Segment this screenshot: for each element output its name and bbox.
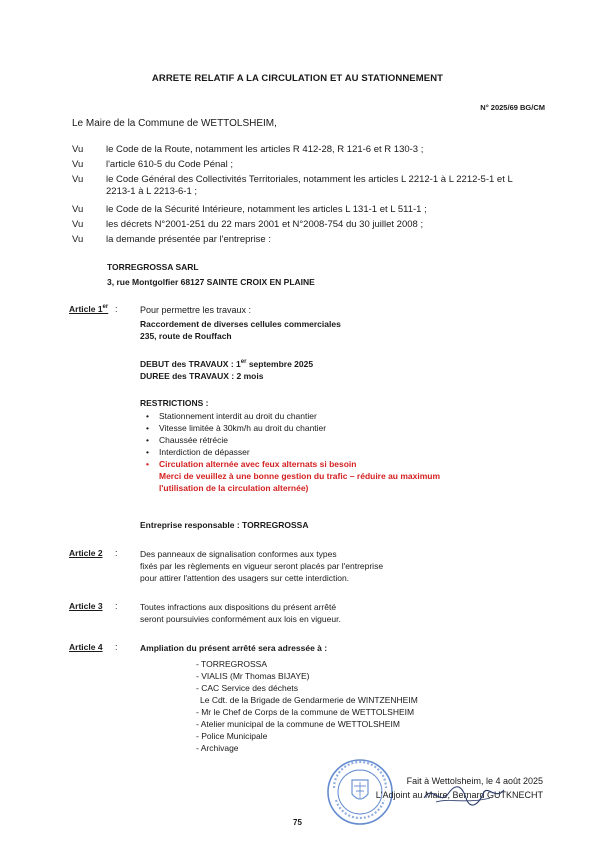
work-description: Raccordement de diverses cellules commerciales [140,319,341,329]
article-2-body [140,548,383,584]
restriction-alert [140,458,520,494]
restrictions-list [140,410,520,494]
article-2-line: Des panneaux de signalisation conformes aux types [140,549,337,559]
alert-line: Merci de veuillez à une bonne gestion du trafic – réduire au maximum [159,471,441,481]
duration: DUREE des TRAVAUX : 2 mois [140,370,264,381]
article-1-colon: : [115,304,118,314]
company-name: TORREGROSSA SARL [107,262,199,272]
vu-label: Vu [72,234,84,245]
restriction-item: • Interdiction de dépasser [140,446,520,458]
recipient-item: - VIALIS (Mr Thomas BIJAYE) [196,671,310,681]
vu-text: le Code de la Route, notamment les articles R 412-28, R 121-6 et R 130-3 ; [106,144,424,155]
article-3-line: Toutes infractions aux dispositions du présent arrêté [140,602,337,612]
vu-label: Vu [72,144,84,155]
recipient-item: - Atelier municipal de la commune de WETTOLSHEIM [196,719,400,729]
article-2-line: pour attirer l'attention des usagers sur cette interdiction. [140,573,350,583]
document-title: ARRETE RELATIF A LA CIRCULATION ET AU STATIONNEMENT [151,73,444,84]
restriction-item: • Vitesse limitée à 30km/h au droit du chantier [140,422,520,434]
article-1-schedule [140,356,313,382]
reference-number: N° 2025/69 BG/CM [480,103,545,112]
article-1-intro: Pour permettre les travaux : [140,305,252,315]
recipient-item: - Archivage [196,743,239,753]
recipient-item: - Mr le Chef de Corps de la commune de WETTOLSHEIM [196,707,415,717]
restriction-item: • Chaussée rétrécie [140,434,520,446]
article-4-heading: Ampliation du présent arrêté sera adressée à : [140,643,328,653]
signatory: L'Adjoint au Maire, Bernard GUTKNECHT [375,790,543,800]
article-4-label: Article 4 [69,642,103,652]
article-4-colon: : [115,642,118,652]
recipient-item: - TORREGROSSA [196,659,268,669]
article-3-label: Article 3 [69,601,103,611]
vu-text: le Code Général des Collectivités Territoriales, notamment les articles L 2212-1 à L 2212-5-1 et L 2213-1 à L 2213-6-1 ; [106,174,513,197]
recipient-item: Le Cdt. de la Brigade de Gendarmerie de WINTZENHEIM [200,695,418,705]
work-address: 235, route de Rouffach [140,331,232,341]
article-2-colon: : [115,548,118,558]
article-2-label: Article 2 [69,548,103,558]
company-block [107,260,315,290]
recipient-item: - CAC Service des déchets [196,683,299,693]
vu-label: Vu [72,159,84,170]
article-2-line: fixés par les règlements en vigueur seront placés par l'entreprise [140,561,384,571]
mayor-line: Le Maire de la Commune de WETTOLSHEIM, [72,118,277,129]
vu-text: les décrets N°2001-251 du 22 mars 2001 et N°2008-754 du 30 juillet 2008 ; [106,219,424,230]
vu-label: Vu [72,204,84,215]
vu-text: l'article 610-5 du Code Pénal ; [106,159,233,170]
vu-text: la demande présentée par l'entreprise : [106,234,271,245]
restrictions-label: RESTRICTIONS : [140,398,209,408]
article-3-body [140,601,341,625]
recipient-list [196,658,418,754]
alert-line: l'utilisation de la circulation alternée) [159,483,309,493]
article-3-colon: : [115,601,118,611]
start-date: DEBUT des TRAVAUX : 1er septembre 2025 [140,358,314,369]
restriction-item: • Stationnement interdit au droit du chantier [140,410,520,422]
vu-label: Vu [72,174,84,185]
responsible-company: Entreprise responsable : TORREGROSSA [140,520,309,530]
place-date: Fait à Wettolsheim, le 4 août 2025 [406,776,543,786]
page-number: 75 [293,818,302,827]
vu-text: le Code de la Sécurité Intérieure, notamment les articles L 131-1 et L 511-1 ; [106,204,427,215]
alert-line: • Circulation alternée avec feux alternats si besoin [159,459,357,469]
vu-label: Vu [72,219,84,230]
handwritten-signature [418,776,508,810]
company-address: 3, rue Montgolfier 68127 SAINTE CROIX EN PLAINE [107,277,315,287]
article-1-sup: er [102,304,109,311]
article-1-label: Article 1er [69,304,109,314]
recipient-item: - Police Municipale [196,731,268,741]
article-3-line: seront poursuivies conformément aux lois en vigueur. [140,614,341,624]
article-1-work [140,318,341,342]
